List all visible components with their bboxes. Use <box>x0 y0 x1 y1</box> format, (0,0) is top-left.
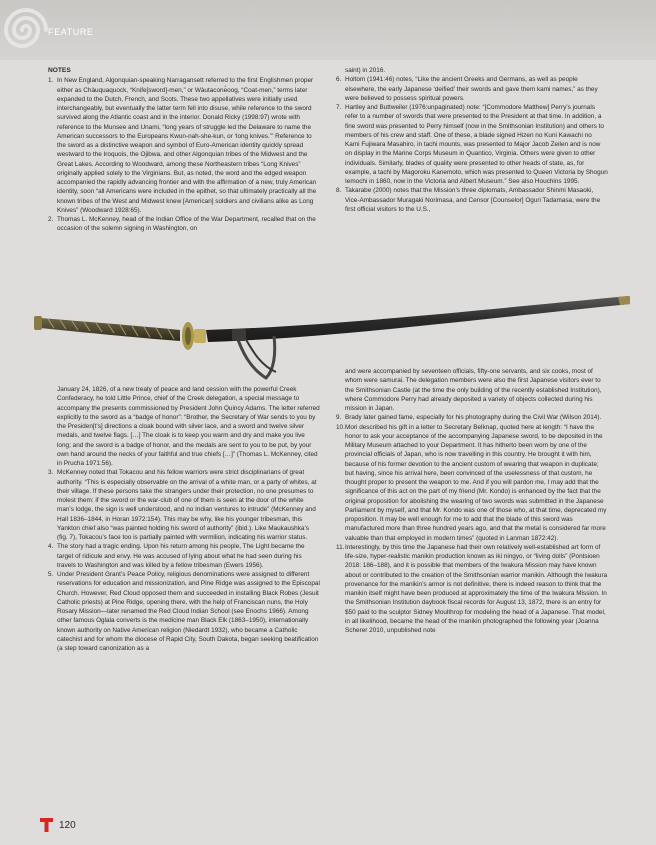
note-number: 6. <box>336 76 342 84</box>
note-number: 9. <box>336 414 342 422</box>
note-11 <box>336 543 608 636</box>
note-text: In New England, Algonquian-speaking Narragansett referred to the first Englishmen proper either as Chàuquaquock, “Knife[sword]-men,” or Wàutacone̊oog, “Coat-men,” terms later expanded to the Dutch, French, and Scots. These two appellatives were initially used interchangeably, but eventually the latter term fell into disuse, while reference to the sword survived along the Atlantic coast and in the interior. Donald Ricky (1998:97) wrote with reference to the Munsee and Unami, “long years of struggle led the Delaware to name the American successors to the Europeans Kwun-nah-she-kun, or ‘long knives.’” Reference to the sword as a distinctive weapon and symbol of Euro-American identity quickly spread westward to the Iroquois, the Ojibwa, and other Algonquian tribes of the Midwest and the Great Lakes. According to Woodward, among these Northeastern tribes “Long Knives” originally applied solely to the Virginians. But, as noted, the word and the edged weapon accompanied the rapidly advancing frontier and with the affirmation of a new, truly American identity, soon “all Americans were included in the epithet, so that ultimately practically all the known tribes of the West and Midwest knew [American] soldiers and civilians alike as Long Knives” (Woodward 1928:65). <box>57 77 317 214</box>
note-text: Interestingly, by this time the Japanese had their own relatively well-established art form of life-size, hyper-realistic manikin production known as iki ningyo, or “living dolls” (Pontsioen 2018: 186–188), and it is possible that members of the Iwakura Mission may have known about or contributed to the creation of the Smithsonian warrior manikin. Although the Iwakura provenance for the manikin’s armor is not definitive, there is indeed reason to think that the manikin itself might have been produced at approximately the time of the Iwakura Mission. In the Smithsonian Institution daybook fiscal records for August 13, 1872, there is an entry for $50 paid to the sculptor Sidney Moulthrop for modeling the head of a Japanese. That model, in all likelihood, became the head of the manikin photographed the following year (Joanna Scherer 2010, unpublished note <box>345 543 608 634</box>
note-number: 4. <box>48 543 54 551</box>
note-text: Holtom (1941:46) notes, “Like the ancient Greeks and Germans, as well as people elsewhere, the early Japanese ‘deified’ their swords and gave them kami names,” as they were believed to possess spiritual powers. <box>345 76 598 102</box>
note-5 <box>48 570 320 653</box>
note-number: 7. <box>336 104 342 111</box>
note-text: Thomas L. McKenney, head of the Indian Office of the War Department, recalled that on the occasion of the solemn signing in Washington, on <box>57 216 316 233</box>
note-3 <box>48 468 320 542</box>
note-text: Hartley and Buttweiler (1976:unpaginated) note: “[Commodore Matthew] Perry’s journals refer to a number of swords that were presented to the President at that time. In addition, a fine sword was presented to Perry himself (now in the Smithsonian Institution) and others to members of his crew and staff. One of these, a blade signed Hizen no Kuni Kawachi no Kami Fujiwara Masahiro, in tachi mounts, was presented to Major Jacob Zeilen and is now on display in the Marine Corps Museum in Quantico, Virginia. Others were given to other individuals. Similarly, blades of quality were presented to other heads of state, as, for example, a tachi by Magoroku Kanemoto, which was presented to Queen Victoria by Shogun Iemochi in 1860, now in the Victoria and Albert Museum.” See also Houchins 1995. <box>345 104 608 185</box>
note-continuation: and were accompanied by seventeen officials, fifty-one servants, and six cooks, most of whom were samurai. The delegation members were also the first Japanese visitors ever to the Smithsonian Castle (at the time the only building of the recently established Institution), where Commodore Perry had already deposited a variety of objects collected during his mission in Japan. <box>345 368 602 412</box>
section-label: FEATURE <box>48 27 94 37</box>
header-band <box>0 0 656 60</box>
note-text: Under President Grant’s Peace Policy, religious denominations were assigned to different reservations for education and missionization, and Pine Ridge was assigned to the Episcopal Church. However, Red Cloud opposed them and succeeded in installing Black Robes (Jesuit Catholic priests) at Pine Ridge, opening there, with the help of Franciscan nuns, the Holy Rosary Mission—later renamed the Red Cloud Indian School (see Enochs 1966). Among other famous Oglala converts is the medicine man Black Elk (1863–1950), internationally known authority on Native American religion (Niedardt 1932), who became a Catholic catechist and for whom the diocese of Rapid City, South Dakota, began seeking beatification (a step toward canonization as a <box>57 571 320 652</box>
notes-heading: NOTES <box>48 67 71 74</box>
note-8 <box>336 186 608 214</box>
note-4 <box>48 542 320 570</box>
note-continuation: saint) in 2016. <box>345 67 386 74</box>
pommel <box>34 316 42 330</box>
scabbard <box>206 296 630 342</box>
note-1 <box>48 76 320 215</box>
page-number: 120 <box>59 820 76 831</box>
note-continuation: January 24, 1826, of a new treaty of peace and land cession with the powerful Creek Confederacy, he told Little Prince, chief of the Creek delegation, a special message to accompany the presents commissioned by President John Quincy Adams. The letter referred explicitly to the sword as a “badge of honor”: “Brother, the Secretary of War sends to you by the Presiden[t’s] directions a cloak bound with silver lace, and a sword and twelve silver medals, and twelve flags. […] The cloak is to keep you warm and dry and make you live long; and the sword is a badge of honor, and the medals are sent to you to be put, by your own hand around the necks of your faithful and true chiefs […]” (Thomas L. McKenney, cited in Prucha 1971:56). <box>57 386 320 467</box>
note-text: The story had a tragic ending. Upon his return among his people, The Light became the target of ridicule and envy. He was accused of lying about what he had seen during his travels to Washington and was killed by a fellow tribesman (Ewers 1956). <box>57 543 305 569</box>
notes-column-right-bottom <box>336 367 608 635</box>
note-2 <box>48 215 320 234</box>
t-logo-icon <box>40 818 53 832</box>
note-number: 10. <box>336 423 345 431</box>
note-text: Takarabe (2000) notes that the Mission’s three diplomats, Ambassador Shinmi Masaoki, Vice-Ambassador Muragaki Norimasa, and Censor [Counselor] Oguri Tadamasa, were the first official visitors to the U.S., <box>345 187 601 213</box>
note-10 <box>336 423 608 543</box>
notes-column-left-bottom <box>48 385 320 653</box>
notes-column-right-top <box>336 66 608 214</box>
note-number: 8. <box>336 187 342 195</box>
note-text: Brady later gained fame, especially for his photography during the Civil War (Wilson 2014). <box>345 414 602 422</box>
note-number: 11. <box>336 543 345 551</box>
note-text: McKenney noted that Tokacou and his fellow warriors were strict disciplinarians of great authority. “This is especially observable on the arrival of a white man, or a party of whites, at their village. If these persons take the strangers under their protection, no one presumes to molest them: if the sword or the war-club of one of them is seen at the door of the white man’s lodge, the sign is well understood, and no Indian ventures to intrude” (McKenney and Hall 1836–1844, in Horan 1972:154). This may be why, like his younger tribesman, this Yankton chief also “was painted holding his sword of authority” (ibid.). Like Maukaushka’s (fig. 7), Tokacou’s face too is partially painted with vermilion, indicating his warrior status. <box>57 469 317 541</box>
note-number: 2. <box>48 216 54 223</box>
note-text: Mori described his gift in a letter to Secretary Belknap, quoted here at length: “I have the honor to ask your acceptance of the accompanying Japanese sword, to be deposited in the Military Museum attached to your Department. It has hitherto been worn by one of the provincial officials of Japan, who is now travelling in this country. He brought it with him, because of his former devotion to the ancient custom of wearing that weapon in duplicate; but having, since his arrival here, been convinced of the uselessness of that custom, he thought proper to present the weapon to me. And if you will pardon me, I may add that the significance of this act on the part of my friend (Mr. Kondo) is enhanced by the fact that the original proposition for abolishing the wearing of two swords was submitted in the Japanese Parliament by myself, and that Mr. Kondo was one of those who, at that time, deprecated my proposition. It may be well enough for me to add that the blade of this sword was manufactured more than three hundred years ago, and that the metal is considered far more valuable than that employed in modern times” (quoted in Lanman 1872:42). <box>345 423 607 542</box>
note-number: 5. <box>48 571 54 578</box>
note-9 <box>336 413 608 422</box>
note-7 <box>336 103 608 186</box>
note-number: 1. <box>48 77 54 85</box>
notes-column-left-top <box>48 66 320 234</box>
note-6 <box>336 75 608 103</box>
note-number: 3. <box>48 469 54 477</box>
